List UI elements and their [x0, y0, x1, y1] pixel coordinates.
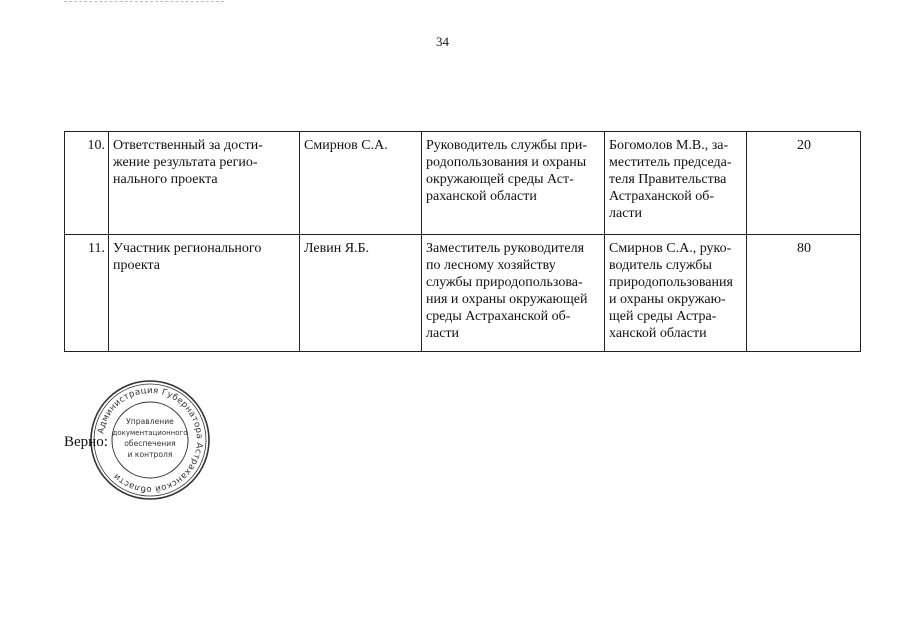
seal-center-line-4: и контроля: [127, 450, 173, 459]
seal-center-line-1: Управление: [126, 417, 174, 426]
row-share: 20: [747, 132, 861, 235]
role-text: Участник регионального проекта: [113, 241, 262, 273]
row-supervisor: [605, 132, 747, 235]
row-role: [109, 132, 300, 235]
row-supervisor: [605, 235, 747, 352]
supervisor-text: Богомолов М.В., за- меститель председа- теля Правительства Астраханской об- ласти: [609, 138, 732, 221]
certification-label: Верно:: [64, 434, 108, 450]
position-text: Руководитель службы при- родопользования и охраны окружающей среды Аст- раханской области: [426, 138, 587, 204]
table-row: [65, 132, 861, 235]
position-text: Заместитель руководителя по лесному хозяйству службы природопользова- ния и охраны окружающей среды Астраханской об- ласти: [426, 241, 588, 341]
row-share: 80: [747, 235, 861, 352]
row-number: 11.: [65, 235, 109, 352]
seal-ring-textpath: Администрация Губернатора Астраханской области: [96, 385, 205, 495]
responsibility-table: [64, 131, 861, 352]
row-person: Левин Я.Б.: [300, 235, 422, 352]
row-role: [109, 235, 300, 352]
top-scribble-mark: [64, 1, 224, 6]
row-number: 10.: [65, 132, 109, 235]
table-row: [65, 235, 861, 352]
row-position: [422, 235, 605, 352]
seal-center-line-2: документационного: [112, 429, 188, 437]
page-number: 34: [436, 34, 449, 49]
seal-center-line-3: обеспечения: [124, 439, 176, 448]
supervisor-text: Смирнов С.А., руко- водитель службы природопользования и охраны окружаю- щей среды Астра- ханской области: [609, 241, 733, 341]
role-text: Ответственный за дости- жение результата регио- нального проекта: [113, 138, 263, 187]
row-position: [422, 132, 605, 235]
row-person: Смирнов С.А.: [300, 132, 422, 235]
